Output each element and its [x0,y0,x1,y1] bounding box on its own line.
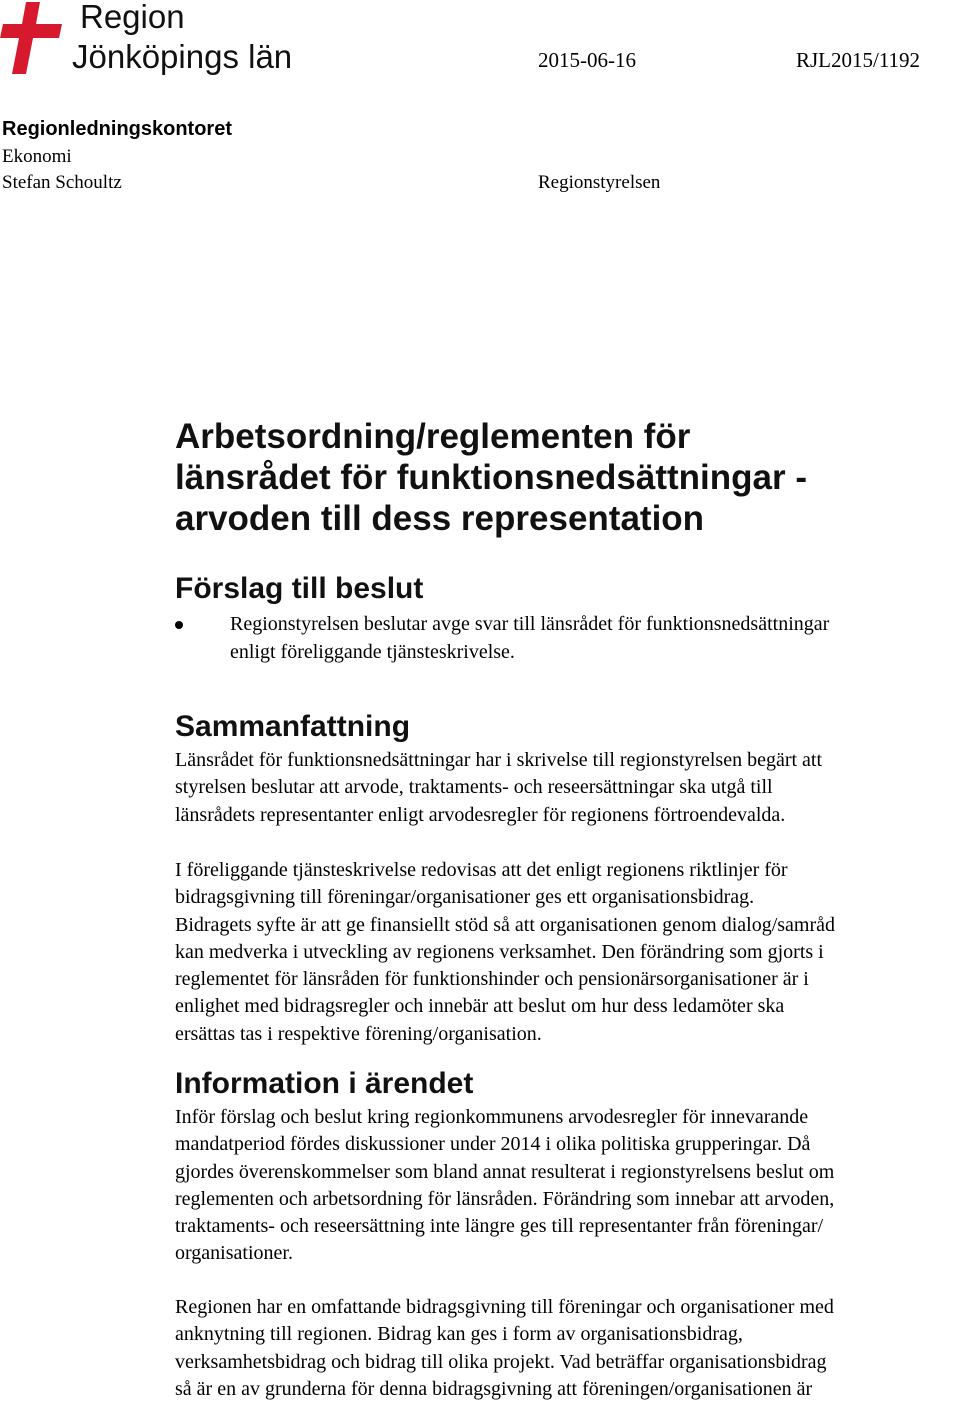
sender-department: Regionledningskontoret [2,118,232,140]
text-line: I föreliggande tjänsteskrivelse redovisas att det enligt regionens riktlinjer för [175,859,788,881]
text-line: verksamhetsbidrag och bidrag till olika projekt. Vad beträffar organisationsbidrag [175,1350,827,1373]
text-line: så är en av grunderna för denna bidragsgivning att föreningen/organisationen är [175,1377,813,1400]
text-line: reglementet för länsråden för funktionshinder och pensionärsorganisationer är i [175,968,809,991]
document-date: 2015-06-16 [538,48,636,72]
heading-forslag: Förslag till beslut [175,572,424,605]
text-line: traktaments- och reseersättning inte längre ges till representanter från föreningar/ [175,1215,824,1238]
text-line: Bidragets syfte är att ge finansiellt stöd så att organisationen genom dialog/samråd [175,913,836,936]
text-line: kan medverka i utveckling av regionens verksamhet. Den förändring som gjorts i [175,940,824,963]
title-line: länsrådet för funktionsnedsättningar - [175,458,807,497]
region-cross-logo-icon [0,2,72,74]
document-title [175,416,935,539]
title-line: Arbetsordning/reglementen för [175,417,691,456]
heading-sammanfattning: Sammanfattning [175,710,411,743]
text-line: anknytning till regionen. Bidrag kan ges i form av organisationsbidrag, [175,1323,743,1346]
text-line: enligt föreliggande tjänsteskrivelse. [230,640,515,663]
text-line: Regionen har en omfattande bidragsgivning till föreningar och organisationer med [175,1296,834,1318]
text-line: enlighet med bidragsregler och innebär att beslut om hur dess ledamöter ska [175,995,785,1018]
text-line: bidragsgivning till föreningar/organisationer ges ett organisationsbidrag. [175,886,755,909]
text-line: Länsrådet för funktionsnedsättningar har i skrivelse till regionstyrelsen begärt att [175,749,823,771]
text-line: länsrådets representanter enligt arvodesregler för regionens förtroendevalda. [175,803,786,826]
text-line: gjordes överenskommelser som bland annat resulterat i regionstyrelsens beslut om [175,1160,835,1183]
heading-information: Information i ärendet [175,1067,474,1100]
document-reference: RJL2015/1192 [796,48,921,72]
text-line: mandatperiod fördes diskussioner under 2014 i olika politiska grupperingar. Då [175,1133,811,1156]
logo-text-region: Region [80,0,185,35]
text-line: Regionstyrelsen beslutar avge svar till länsrådet för funktionsnedsättningar [230,613,830,635]
text-line: ersättas tas i respektive förening/organisation. [175,1022,542,1045]
sender-person: Stefan Schoultz [2,172,122,193]
region-logo [0,0,300,80]
logo-text-county: Jönköpings län [72,38,293,75]
title-line: arvoden till dess representation [175,499,705,538]
text-line: Inför förslag och beslut kring regionkommunens arvodesregler för innevarande [175,1106,809,1128]
bullet-icon [175,621,183,629]
recipient: Regionstyrelsen [538,172,661,193]
summary-paragraph-1 [175,747,960,829]
text-line: organisationer. [175,1242,293,1265]
information-paragraph-1 [175,1104,960,1268]
text-line: styrelsen beslutar att arvode, traktaments- och reseersättningar ska utgå till [175,776,773,799]
text-line: reglementen och arbetsordning för länsråden. Förändring som innebar att arvoden, [175,1187,835,1210]
sender-unit: Ekonomi [2,146,72,167]
summary-paragraph-2 [175,857,960,1048]
information-paragraph-2 [175,1294,960,1403]
proposal-text [230,611,950,666]
